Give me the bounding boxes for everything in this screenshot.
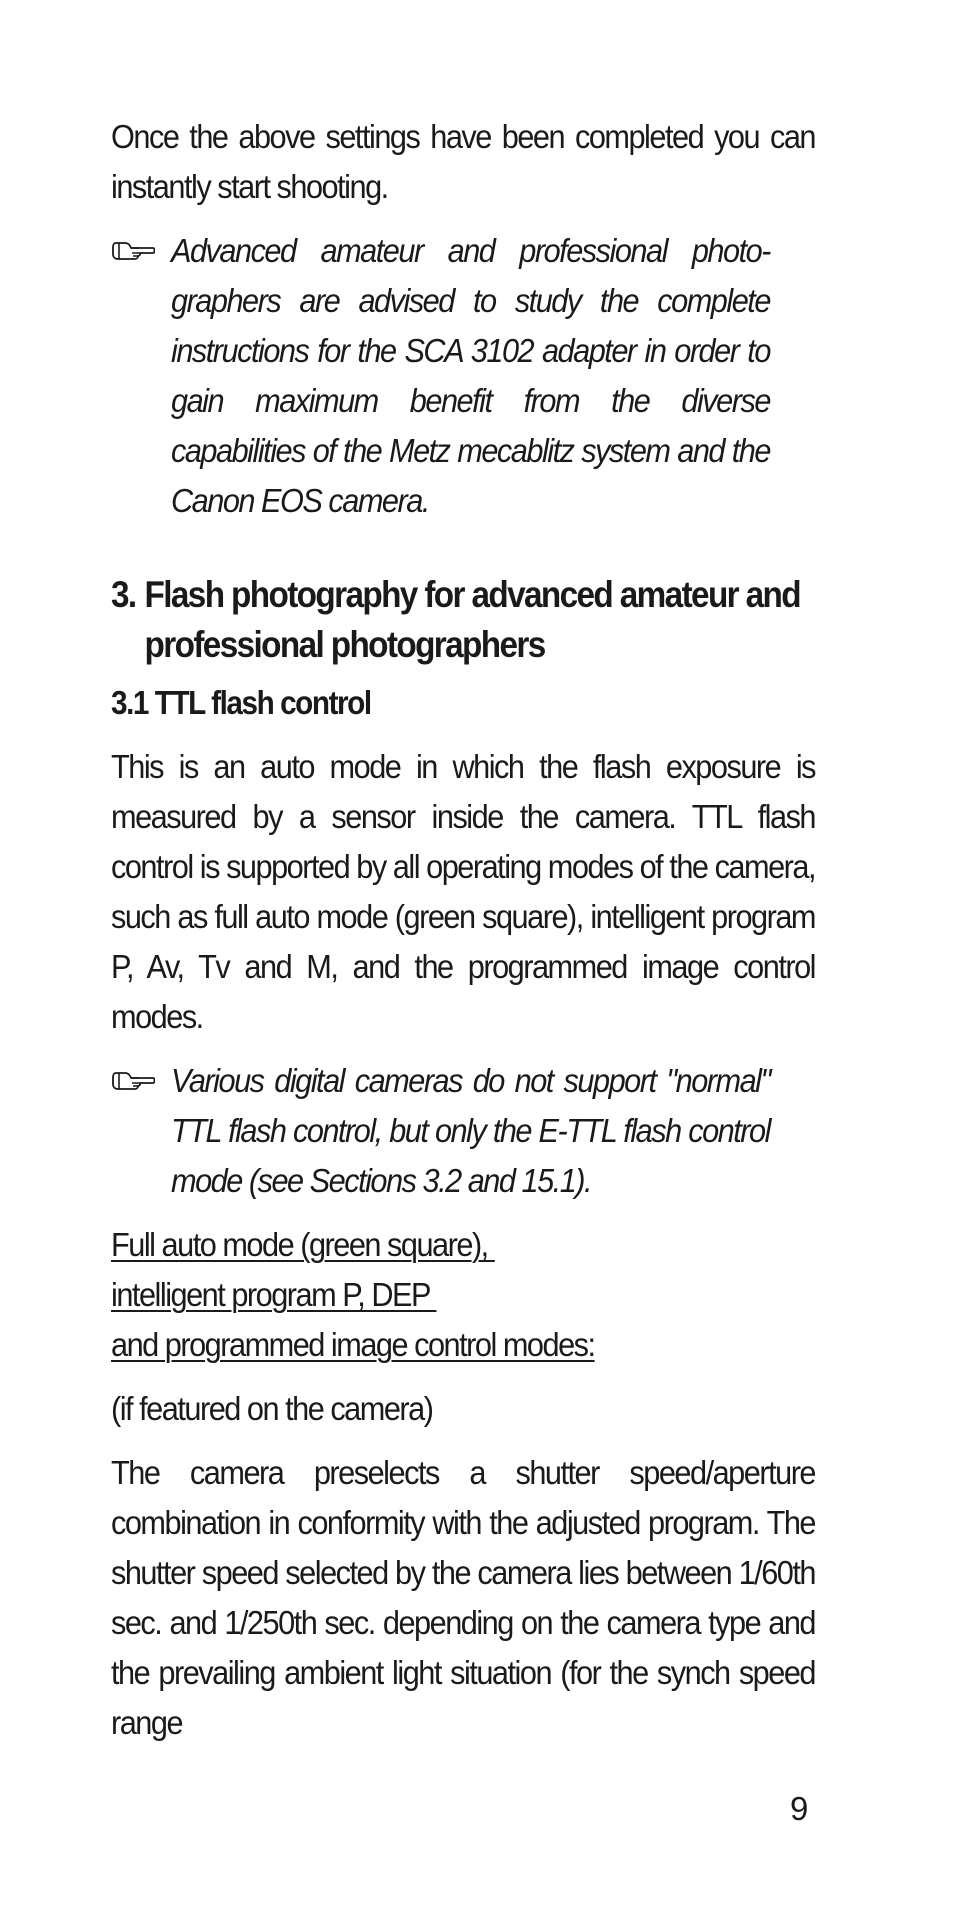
- pointing-hand-icon: [111, 1056, 171, 1106]
- intro-paragraph: Once the above settings have been completed you can instantly start shooting.: [111, 118, 816, 205]
- ttl-paragraph: This is an auto mode in which the flash exposure is measured by a sensor inside the camera. TTL flash control is supported by all operating modes of the camera, such as full auto mode (green square), intelligent program P, Av, Tv and M, and the programmed image control modes.: [111, 748, 816, 1035]
- pointing-hand-icon: [111, 226, 171, 276]
- featured-paragraph: (if featured on the camera): [111, 1390, 433, 1427]
- section-title: Flash photography for advanced amateur and professional photographers: [144, 574, 800, 665]
- subsection-heading: 3.1 TTL flash control: [111, 684, 371, 721]
- manual-page: [111, 112, 815, 1762]
- section-number: 3.: [111, 574, 136, 615]
- underlined-line: Full auto mode (green square),: [111, 1226, 495, 1263]
- section-heading: [111, 570, 822, 670]
- underlined-heading: [111, 1220, 815, 1370]
- camera-paragraph: The camera preselects a shutter speed/aperture combination in conformity with the adjusted program. The shutter speed selected by the camera lies between 1/60th sec. and 1/250th sec. depending on the camera type and the prevailing ambient light situation (for the synch speed range: [111, 1454, 816, 1741]
- note-digital: [111, 1056, 815, 1206]
- note-advanced: [111, 226, 815, 526]
- underlined-line: intelligent program P, DEP: [111, 1276, 437, 1313]
- note-advanced-text: Advanced amateur and professional photo-graphers are advised to study the complete instructions for the SCA 3102 adapter in order to gain maximum benefit from the diverse capabilities of the Metz mecablitz system and the Canon EOS camera.: [171, 232, 770, 519]
- underlined-line: and programmed image control modes:: [111, 1326, 595, 1363]
- page-number: 9: [790, 1790, 807, 1827]
- note-digital-text: Various digital cameras do not support "normal" TTL flash control, but only the E-TTL flash control mode (see Sections 3.2 and 15.1).: [171, 1062, 770, 1199]
